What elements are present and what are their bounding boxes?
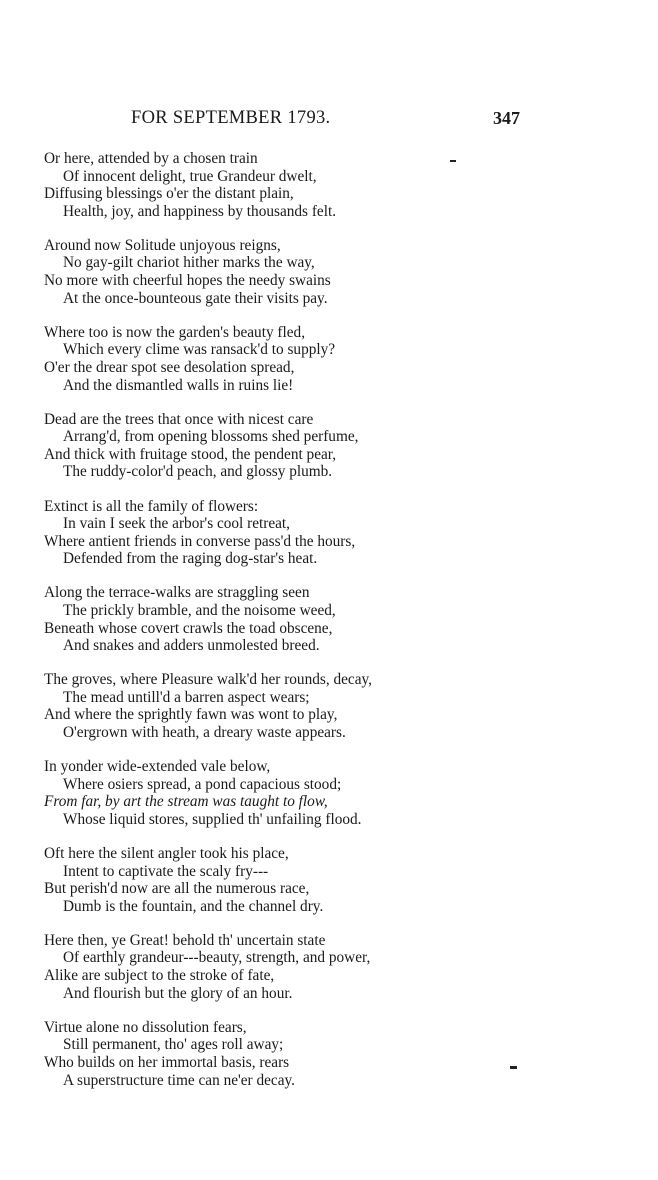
poem-line: Diffusing blessings o'er the distant plain, xyxy=(44,185,294,203)
poem-line: No gay-gilt chariot hither marks the way, xyxy=(63,254,315,272)
poem xyxy=(44,150,644,1106)
poem-line: Health, joy, and happiness by thousands felt. xyxy=(63,202,337,220)
poem-line: O'ergrown with heath, a dreary waste appears. xyxy=(63,724,346,742)
poem-line: Where too is now the garden's beauty fled, xyxy=(44,323,306,341)
poem-line: Defended from the raging dog-star's heat. xyxy=(63,550,318,568)
poem-line: And the dismantled walls in ruins lie! xyxy=(63,376,294,394)
poem-line: Intent to captivate the scaly fry--- xyxy=(63,862,269,880)
stanza xyxy=(44,758,644,828)
stanza xyxy=(44,237,644,307)
poem-line: The prickly bramble, and the noisome weed, xyxy=(63,601,336,619)
poem-line: In yonder wide-extended vale below, xyxy=(44,758,271,776)
poem-line: Along the terrace-walks are straggling seen xyxy=(44,584,310,602)
poem-line: Where antient friends in converse pass'd the hours, xyxy=(44,532,356,550)
stanza xyxy=(44,324,644,394)
poem-line: Beneath whose covert crawls the toad obscene, xyxy=(44,619,333,637)
poem-line: Which every clime was ransack'd to supply? xyxy=(63,341,336,359)
poem-line: In vain I seek the arbor's cool retreat, xyxy=(63,515,291,533)
page-number: 347 xyxy=(493,108,520,128)
poem-line: Whose liquid stores, supplied th' unfailing flood. xyxy=(63,810,362,828)
poem-line: Dumb is the fountain, and the channel dry. xyxy=(63,897,324,915)
poem-line: Dead are the trees that once with nicest care xyxy=(44,410,314,428)
poem-line: Where osiers spread, a pond capacious stood; xyxy=(63,775,342,793)
poem-line: And where the sprightly fawn was wont to play, xyxy=(44,706,338,724)
poem-line: Of innocent delight, true Grandeur dwelt, xyxy=(63,167,317,185)
stanza xyxy=(44,411,644,481)
poem-line: No more with cheerful hopes the needy swains xyxy=(44,272,331,290)
poem-line: But perish'd now are all the numerous race, xyxy=(44,880,310,898)
poem-line: Extinct is all the family of flowers: xyxy=(44,497,259,515)
poem-line: At the once-bounteous gate their visits pay. xyxy=(63,289,328,307)
poem-line: Still permanent, tho' ages roll away; xyxy=(63,1036,284,1054)
poem-line: Or here, attended by a chosen train xyxy=(44,150,258,167)
poem-line: And thick with fruitage stood, the pendent pear, xyxy=(44,445,337,463)
poem-line: And flourish but the glory of an hour. xyxy=(63,984,293,1002)
poem-line: Here then, ye Great! behold th' uncertain state xyxy=(44,931,326,949)
print-speck xyxy=(450,160,456,162)
poem-line: Oft here the silent angler took his place, xyxy=(44,845,289,862)
stanza xyxy=(44,584,644,654)
stanza xyxy=(44,932,644,1002)
poem-line: Of earthly grandeur---beauty, strength, and power, xyxy=(63,949,371,967)
poem-line: The mead untill'd a barren aspect wears; xyxy=(63,688,310,706)
poem-line: From far, by art the stream was taught to flow, xyxy=(44,793,328,811)
stanza xyxy=(44,845,644,915)
poem-line: Alike are subject to the stroke of fate, xyxy=(44,967,275,985)
running-title: FOR SEPTEMBER 1793. xyxy=(131,108,331,128)
poem-line: Who builds on her immortal basis, rears xyxy=(44,1053,290,1071)
print-speck xyxy=(510,1066,517,1069)
poem-line: And snakes and adders unmolested breed. xyxy=(63,637,320,655)
stanza xyxy=(44,671,644,741)
page-header xyxy=(0,108,658,132)
poem-line: Virtue alone no dissolution fears, xyxy=(44,1018,247,1036)
poem-line: The groves, where Pleasure walk'd her rounds, decay, xyxy=(44,671,372,689)
poem-line: A superstructure time can ne'er decay. xyxy=(63,1071,295,1089)
poem-line: The ruddy-color'd peach, and glossy plumb. xyxy=(63,463,333,481)
poem-line: O'er the drear spot see desolation spread, xyxy=(44,358,295,376)
stanza xyxy=(44,150,644,220)
poem-line: Arrang'd, from opening blossoms shed perfume, xyxy=(63,428,359,446)
poem-line: Around now Solitude unjoyous reigns, xyxy=(44,236,281,254)
stanza xyxy=(44,498,644,568)
stanza xyxy=(44,1019,644,1089)
